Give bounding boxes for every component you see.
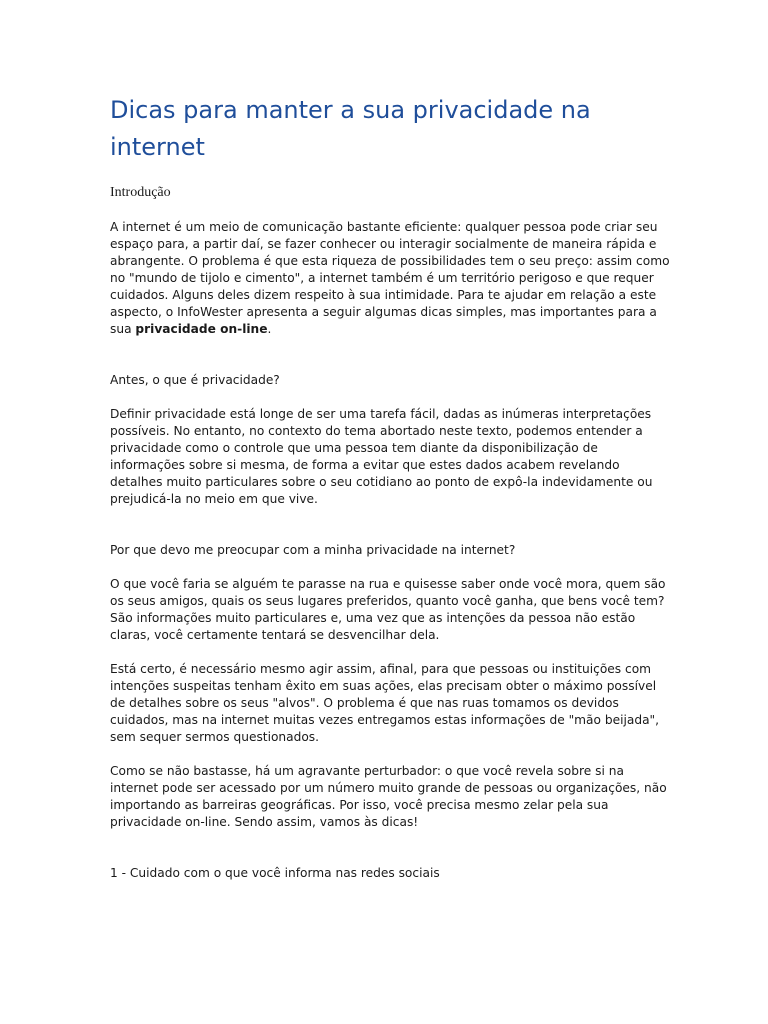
section2-heading: Por que devo me preocupar com a minha privacidade na internet?	[110, 543, 516, 557]
section3-heading: 1 - Cuidado com o que você informa nas redes sociais	[110, 866, 440, 880]
section2-paragraph-3: Como se não bastasse, há um agravante perturbador: o que você revela sobre si na internet pode ser acessado por um número muito grande de pessoas ou organizações, não importando as barreiras geográficas. Por isso, você precisa mesmo zelar pela sua privacidade on-line. Sendo assim, vamos às dicas!	[110, 764, 667, 829]
section1-heading: Antes, o que é privacidade?	[110, 373, 280, 387]
intro-paragraph-text: A internet é um meio de comunicação bastante eficiente: qualquer pessoa pode criar seu espaço para, a partir daí, se fazer conhecer ou interagir socialmente de maneira rápida e abrangente. O problema é que esta riqueza de possibilidades tem o seu preço: assim como no "mundo de tijolo e cimento", a internet também é um território perigoso e que requer cuidados. Alguns deles dizem respeito à sua intimidade. Para te ajudar em relação a este aspecto, o InfoWester apresenta a seguir algumas dicas simples, mas importantes para a sua	[110, 220, 670, 336]
intro-paragraph	[110, 219, 670, 338]
section2-paragraph-2: Está certo, é necessário mesmo agir assim, afinal, para que pessoas ou instituições com intenções suspeitas tenham êxito em suas ações, elas precisam obter o máximo possível de detalhes sobre os seus "alvos". O problema é que nas ruas tomamos os devidos cuidados, mas na internet muitas vezes entregamos estas informações de "mão beijada", sem sequer sermos questionados.	[110, 662, 660, 744]
document-page	[110, 92, 670, 899]
intro-label: Introdução	[110, 185, 171, 200]
intro-paragraph-bold: privacidade on-line	[135, 322, 268, 336]
intro-paragraph-end: .	[267, 322, 272, 336]
section1-paragraph: Definir privacidade está longe de ser uma tarefa fácil, dadas as inúmeras interpretações possíveis. No entanto, no contexto do tema abortado neste texto, podemos entender a privacidade como o controle que uma pessoa tem diante da disponibilização de informações sobre si mesma, de forma a evitar que estes dados acabem revelando detalhes muito particulares sobre o seu cotidiano ao ponto de expô-la indevidamente ou prejudicá-la no meio em que vive.	[110, 407, 653, 506]
section2-paragraph-1: O que você faria se alguém te parasse na rua e quisesse saber onde você mora, quem são os seus amigos, quais os seus lugares preferidos, quanto você ganha, que bens você tem? São informações muito particulares e, uma vez que as intenções da pessoa não estão claras, você certamente tentará se desvencilhar dela.	[110, 577, 666, 642]
document-title: Dicas para manter a sua privacidade na internet	[110, 96, 591, 161]
